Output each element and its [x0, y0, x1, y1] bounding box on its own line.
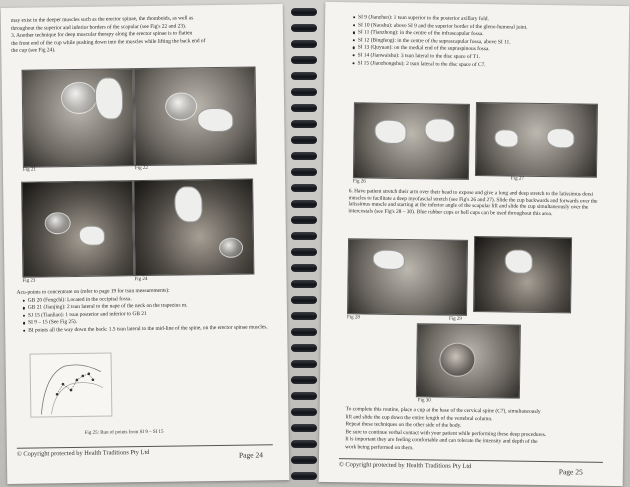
list-item: SI 9 – 15 (See Fig 25).: [23, 317, 279, 327]
fig-26-photo: [353, 102, 470, 180]
fig-22-photo: [134, 66, 257, 166]
cup-icon: [219, 238, 243, 258]
gloved-hand-icon: [374, 120, 406, 144]
intro-line: 3. Another technique for deep muscular therapy along the erector spinae is to flatten: [11, 30, 193, 40]
binding-ring-icon: [291, 184, 317, 192]
binding-ring-icon: [291, 104, 317, 112]
binding-ring-icon: [291, 344, 317, 352]
page-number: Page 24: [238, 450, 263, 460]
binding-ring-icon: [291, 40, 317, 48]
fig-28-caption: Fig 28: [346, 315, 360, 321]
closing-line: Repeat these techniques on the other side of the body.: [345, 421, 462, 430]
closing-line: It is important they are feeling comfortable and can tolerate the intensity and depth of the: [345, 436, 538, 446]
fig-28-photo: [347, 238, 468, 316]
binding-ring-icon: [291, 360, 317, 368]
binding-ring-icon: [291, 424, 317, 432]
page-number: Page 25: [558, 467, 583, 477]
binding-ring-icon: [291, 392, 317, 400]
acu-heading: Acu-points to concentrate on (refer to page 19 for tsun measurements):: [16, 287, 170, 296]
binding-ring-icon: [291, 312, 317, 320]
closing-line: work being performed on them.: [345, 444, 414, 452]
fig-26-caption: Fig 26: [352, 179, 366, 185]
spiral-binding: [289, 0, 321, 487]
intro-line: may exist in the deeper muscles such as the erector spinae, the rhomboids, as well as: [10, 15, 194, 24]
acu-points-list: [17, 294, 279, 335]
shoulder-diagram-icon: [31, 353, 112, 416]
binding-ring-icon: [291, 328, 317, 336]
binding-ring-icon: [291, 280, 317, 288]
binding-ring-icon: [291, 168, 317, 176]
intro-line: the front end of the cup while pushing down into the muscles while lifting the back end of: [11, 37, 206, 47]
binding-ring-icon: [291, 216, 317, 224]
binding-ring-icon: [291, 56, 317, 64]
binding-ring-icon: [291, 120, 317, 128]
list-item: GB 20 (Fengchi): Located in the occipital fossa.: [23, 294, 279, 304]
fig-22-caption: Fig 22: [134, 165, 148, 172]
fig-23-caption: Fig 23: [22, 278, 36, 284]
list-item: SI 12 (Bingfeng): in the centre of the suprascapular fossa, above SI 11.: [353, 37, 617, 47]
binding-ring-icon: [291, 136, 317, 144]
fig-25-diagram: [30, 352, 113, 417]
gloved-hand-icon: [546, 128, 574, 148]
fig-21-caption: Fig 21: [22, 167, 36, 173]
gloved-hand-icon: [197, 108, 233, 133]
gloved-hand-icon: [424, 118, 454, 142]
gloved-hand-icon: [505, 249, 533, 273]
binding-ring-icon: [291, 8, 317, 16]
gloved-hand-icon: [494, 129, 518, 147]
right-page: [319, 2, 630, 486]
si-points-section: [346, 14, 617, 71]
binding-ring-icon: [291, 376, 317, 384]
list-item: GB 21 (Jianjing): 2 tsun lateral to the nape of the neck on the trapezius m.: [23, 301, 279, 311]
fig-24-photo: [133, 178, 254, 276]
binding-ring-icon: [291, 72, 317, 80]
binding-ring-icon: [291, 232, 317, 240]
list-item: SI 15 (Jianzhongshu): 2 tsun lateral to the disc space of C7.: [352, 60, 616, 70]
step-6-text: 6. Have patient stretch their arm over their head to expose and give a long and deep stretch to the latissimus dorsi muscles to facilitate a deep myofascial stretch (see Fig's 26 and 27). Slide the cup backwards and forwards over the latissimus muscle and starting at the inferior angle of the scapular lift and slide the cup simultaneously over the intercostals (see Fig's 28 – 30). Blue rubber cups or bell cups can be used throughout this area.: [348, 188, 598, 217]
binding-ring-icon: [291, 456, 317, 464]
closing-line: Be sure to continue verbal contact with your patient while performing these deep procedures.: [345, 429, 547, 438]
binding-ring-icon: [291, 440, 317, 448]
binding-ring-icon: [291, 248, 317, 256]
binding-ring-icon: [291, 296, 317, 304]
list-item: SI 13 (Quyuan): on the medial end of the supraspinous fossa.: [353, 45, 617, 55]
gloved-hand-icon: [373, 250, 405, 270]
closing-line: To complete this routine, place a cup at the base of the cervical spine (C7), simultaneously: [345, 406, 541, 415]
fig-29-photo: [473, 236, 572, 313]
fig-23-photo: [21, 180, 134, 278]
list-item: SJ 15 (Tianliao): 1 tsun posterior and inferior to GB 21: [23, 309, 279, 319]
copyright-text: © Copyright protected by Health Traditions Pty Ltd: [16, 448, 150, 458]
binding-ring-icon: [291, 264, 317, 272]
left-page: [1, 4, 290, 484]
gloved-hand-icon: [174, 186, 202, 222]
fig-24-caption: Fig 24: [134, 276, 148, 283]
closing-text: [345, 406, 612, 455]
intro-text: [11, 14, 274, 56]
fig-21-photo: [22, 68, 135, 168]
fig-27-photo: [475, 102, 598, 178]
fig-30-caption: Fig 30: [417, 398, 431, 404]
binding-ring-icon: [291, 24, 317, 32]
cup-icon: [61, 82, 97, 114]
copyright-text: © Copyright protected by Health Traditions Pty Ltd: [338, 461, 472, 470]
fig-27-caption: Fig 27: [510, 176, 524, 182]
cup-icon: [165, 92, 197, 120]
gloved-hand-icon: [79, 226, 105, 246]
fig-30-photo: [416, 323, 521, 398]
intro-line: throughout the superior and inferior borders of the scapular (see Fig's 22 and 23).: [10, 22, 187, 32]
cup-icon: [439, 343, 475, 377]
binding-ring-icon: [291, 472, 317, 480]
closing-line: lift and slide the cup down the entire length of the vertebral column.: [345, 413, 493, 422]
acu-points-section: [17, 286, 280, 335]
list-item: SI 14 (Jianwaishu): 3 tsun lateral to the disc space of T1.: [353, 52, 617, 62]
cup-icon: [45, 212, 71, 234]
binding-ring-icon: [291, 200, 317, 208]
binding-ring-icon: [291, 152, 317, 160]
list-item: BI points all the way down the back: 1.5 tsun lateral to the mid-line of the spine, on the erector spinae muscles.: [23, 324, 279, 334]
intro-line: the cup (see Fig 24).: [11, 47, 56, 55]
list-item: SI 9 (Jianzhen): 1 tsun superior to the posterior axillary fold.: [353, 14, 617, 24]
binding-ring-icon: [291, 88, 317, 96]
binding-ring-icon: [291, 408, 317, 416]
gloved-hand-icon: [95, 77, 124, 119]
si-points-list: [346, 14, 617, 70]
fig-29-caption: Fig 29: [448, 316, 462, 322]
fig-25-caption: Fig 25: Run of points from SI 9 – SI 15: [84, 429, 164, 436]
list-item: SI 10 (Naoshu): above SI 9 and the superior border of the gleno-humeral joint.: [353, 22, 617, 32]
list-item: SI 11 (Tianzhong): in the centre of the infrascapular fossa.: [353, 29, 617, 39]
